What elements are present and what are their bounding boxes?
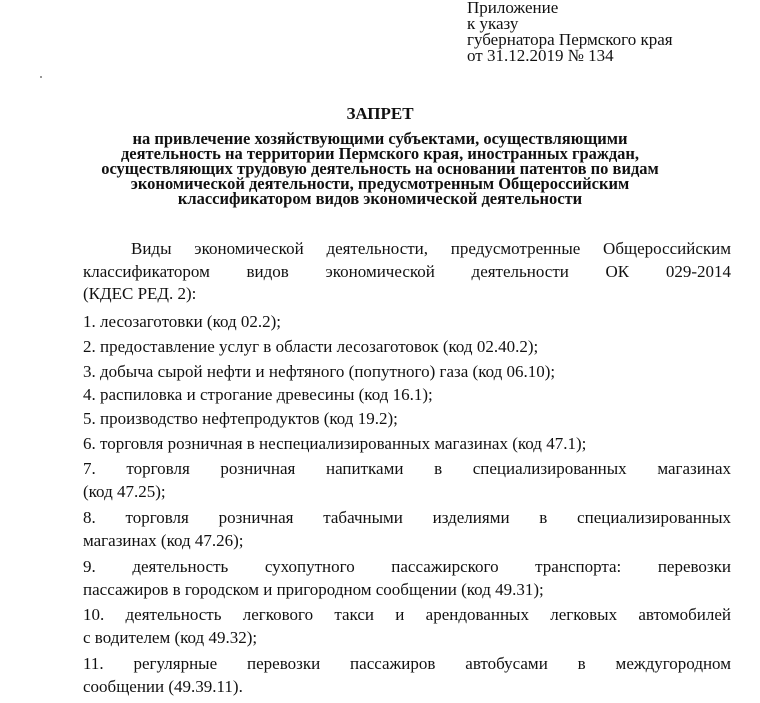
intro-line: Виды экономической деятельности, предусмотренные Общероссийским xyxy=(131,239,731,258)
activity-list-item xyxy=(83,556,731,601)
activity-list-item xyxy=(83,507,731,552)
document-subtitle xyxy=(60,131,700,206)
activity-list-item xyxy=(83,336,731,359)
appendix-line: Приложение xyxy=(467,0,559,17)
list-item-line: 9. деятельность сухопутного пассажирского транспорта: перевозки xyxy=(83,557,731,576)
subtitle-line: на привлечение хозяйствующими субъектами, осуществляющими xyxy=(132,129,628,148)
list-item-line: 6. торговля розничная в неспециализированных магазинах (код 47.1); xyxy=(83,434,587,453)
subtitle-line: классификатором видов экономической деятельности xyxy=(177,189,583,208)
activity-list-item xyxy=(83,433,731,456)
appendix-line: губернатора Пермского края xyxy=(467,30,673,49)
subtitle-line: деятельность на территории Пермского края, иностранных граждан, xyxy=(120,144,640,163)
list-item-line: (код 47.25); xyxy=(83,481,166,501)
appendix-line: от 31.12.2019 № 134 xyxy=(467,46,614,65)
list-item-line: 1. лесозаготовки (код 02.2); xyxy=(83,312,282,331)
activity-list-item xyxy=(83,458,731,503)
subtitle-line: осуществляющих трудовую деятельность на основании патентов по видам xyxy=(101,159,659,178)
activity-list-item xyxy=(83,311,731,334)
list-item-line: 5. производство нефтепродуктов (код 19.2); xyxy=(83,409,398,428)
list-item-line: сообщении (49.39.11). xyxy=(83,676,243,696)
list-item-line: 4. распиловка и строгание древесины (код 16.1); xyxy=(83,385,433,404)
appendix-line: к указу xyxy=(467,14,519,33)
scan-speck xyxy=(40,76,42,78)
activity-list-item xyxy=(83,408,731,431)
list-item-line: магазинах (код 47.26); xyxy=(83,530,244,550)
document-title: ЗАПРЕТ xyxy=(346,104,414,123)
activity-list-item xyxy=(83,604,731,649)
intro-paragraph xyxy=(83,238,731,306)
list-item-line: 8. торговля розничная табачными изделиями в специализированных xyxy=(83,508,731,527)
list-item-line: пассажиров в городском и пригородном сообщении (код 49.31); xyxy=(83,579,544,599)
list-item-line: 3. добыча сырой нефти и нефтяного (попутного) газа (код 06.10); xyxy=(83,362,556,381)
list-item-line: 11. регулярные перевозки пассажиров автобусами в междугородном xyxy=(83,654,731,673)
list-item-line: 7. торговля розничная напитками в специализированных магазинах xyxy=(83,459,731,478)
intro-line: классификатором видов экономической деятельности ОК 029-2014 xyxy=(83,261,731,281)
list-item-line: 10. деятельность легкового такси и арендованных легковых автомобилей xyxy=(83,605,731,624)
intro-line: (КДЕС РЕД. 2): xyxy=(83,284,197,303)
activity-list-item xyxy=(83,653,731,698)
appendix-header xyxy=(467,0,673,64)
activity-list-item xyxy=(83,384,731,407)
list-item-line: с водителем (код 49.32); xyxy=(83,627,258,647)
list-item-line: 2. предоставление услуг в области лесозаготовок (код 02.40.2); xyxy=(83,337,539,356)
subtitle-line: экономической деятельности, предусмотренным Общероссийским xyxy=(130,174,630,193)
activity-list-item xyxy=(83,361,731,384)
